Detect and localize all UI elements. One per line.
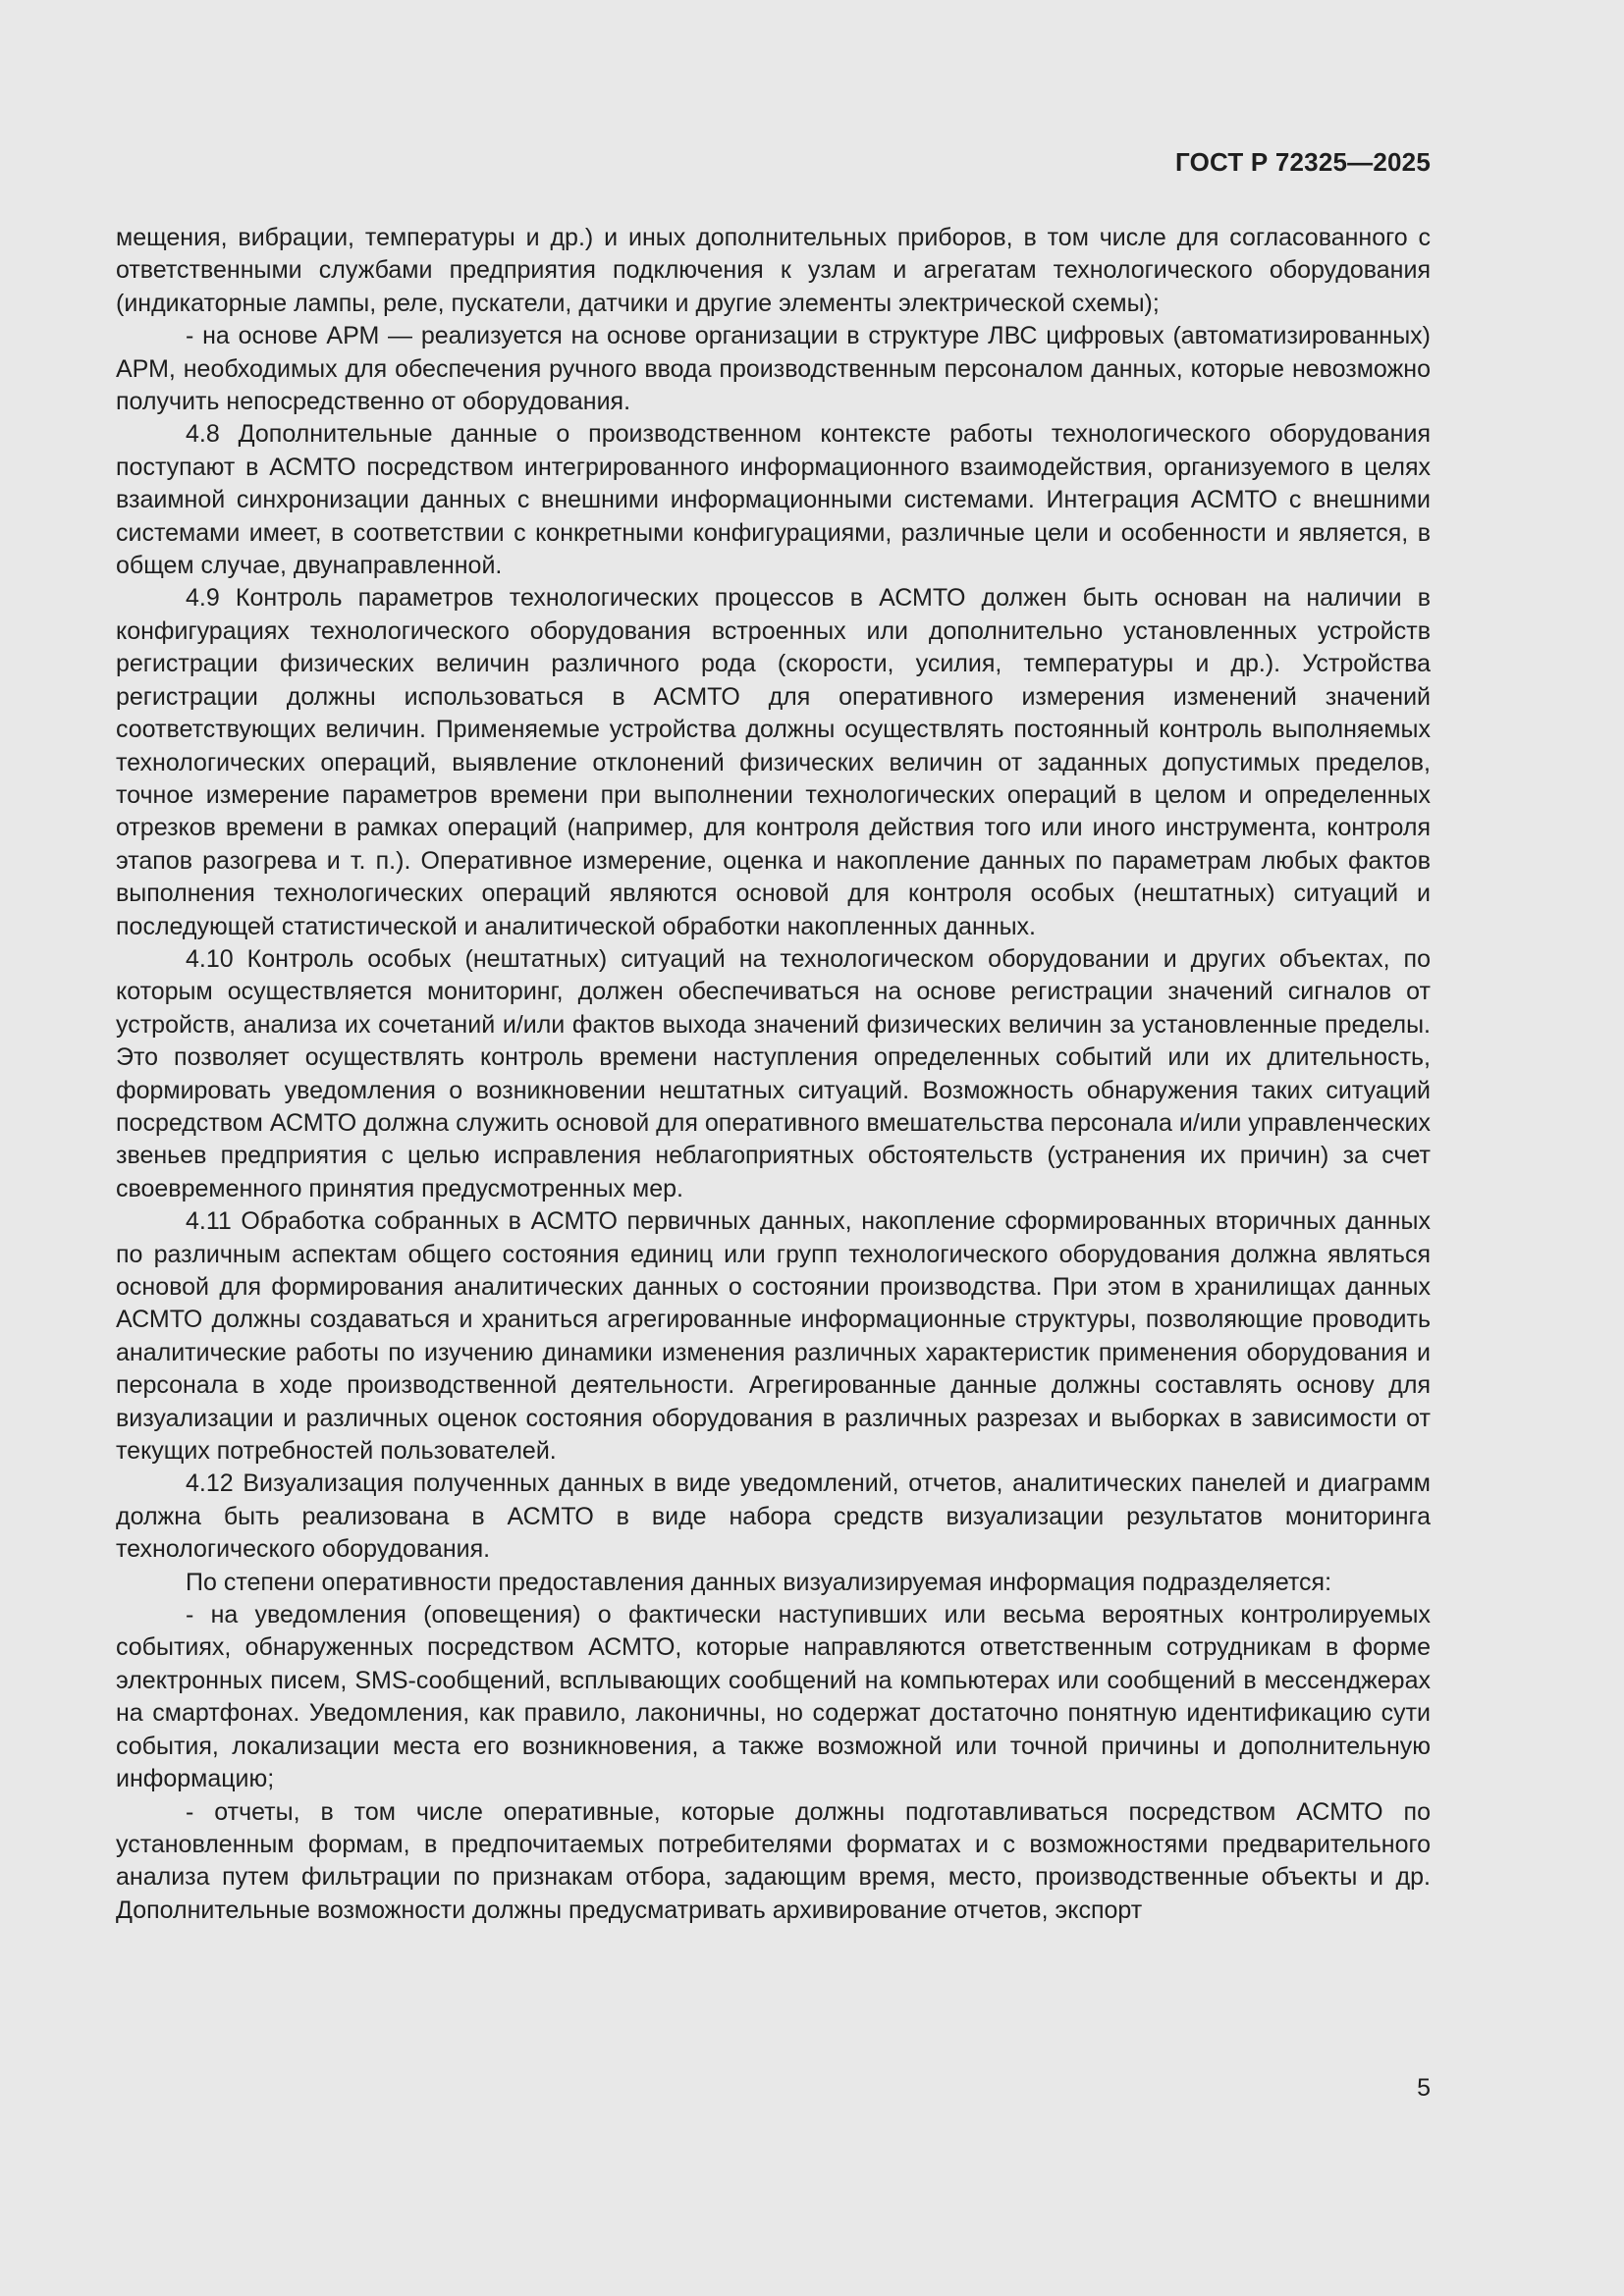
body-paragraph: 4.9 Контроль параметров технологических процессов в АСМТО должен быть основан на наличии в конфигурациях технологического оборудования встроенных или дополнительно установленных устройств регистрации физических величин различного рода (скорости, усилия, температуры и др.). Устройства регистрации должны использоваться в АСМТО для оперативного измерения изменений значений соответствующих величин. Применяемые устройства должны осуществлять постоянный контроль выполняемых технологических операций, выявление отклонений физических величин от заданных допустимых пределов, точное измерение параметров времени при выполнении технологических операций в целом и определенных отрезков времени в рамках операций (например, для контроля действия того или иного инструмента, контроля этапов разогрева и т. п.). Оперативное измерение, оценка и накопление данных по параметрам любых фактов выполнения технологических операций являются основой для контроля особых (нештатных) ситуаций и последующей статистической и аналитической обработки накопленных данных. [116, 584, 1431, 940]
page-number: 5 [1417, 2074, 1431, 2102]
body-paragraph: 4.12 Визуализация полученных данных в виде уведомлений, отчетов, аналитических панелей и диаграмм должна быть реализована в АСМТО в виде набора средств визуализации результатов мониторинга технологического оборудования. [116, 1469, 1431, 1564]
body-paragraph: 4.10 Контроль особых (нештатных) ситуаций на технологическом оборудовании и других объектах, по которым осуществляется мониторинг, должен обеспечиваться на основе регистрации значений сигналов от устройств, анализа их сочетаний и/или фактов выхода значений физических величин за установленные пределы. Это позволяет осуществлять контроль времени наступления определенных событий или их длительность, формировать уведомления о возникновении нештатных ситуаций. Возможность обнаружения таких ситуаций посредством АСМТО должна служить основой для оперативного вмешательства персонала и/или управленческих звеньев предприятия с целью исправления неблагоприятных обстоятельств (устранения их причин) за счет своевременного принятия предусмотренных мер. [116, 944, 1431, 1202]
body-paragraph: - на уведомления (оповещения) о фактически наступивших или весьма вероятных контролируемых событиях, обнаруженных посредством АСМТО, которые направляются ответственным сотрудникам в форме электронных писем, SMS-сообщений, всплывающих сообщений на компьютерах или сообщений в мессенджерах на смартфонах. Уведомления, как правило, лаконичны, но содержат достаточно понятную идентификацию сути события, локализации места его возникновения, а также возможной или точной причины и дополнительную информацию; [116, 1601, 1431, 1793]
body-paragraph: - отчеты, в том числе оперативные, которые должны подготавливаться посредством АСМТО по установленным формам, в предпочитаемых потребителями форматах и с возможностями предварительного анализа путем фильтрации по признакам отбора, задающим время, место, производственные объекты и др. Дополнительные возможности должны предусматривать архивирование отчетов, экспорт [116, 1797, 1431, 1924]
body-paragraph: мещения, вибрации, температуры и др.) и иных дополнительных приборов, в том числе для согласованного с ответственными службами предприятия подключения к узлам и агрегатам технологического оборудования (индикаторные лампы, реле, пускатели, датчики и другие элементы электрической схемы); [116, 224, 1431, 317]
document-body [116, 222, 1431, 1927]
body-paragraph: По степени оперативности предоставления данных визуализируемая информация подразделяется: [186, 1568, 1332, 1596]
body-paragraph: - на основе АРМ — реализуется на основе организации в структуре ЛВС цифровых (автоматизированных) АРМ, необходимых для обеспечения ручного ввода производственным персоналом данных, которые невозможно получить непосредственно от оборудования. [116, 322, 1431, 416]
body-paragraph: 4.8 Дополнительные данные о производственном контексте работы технологического оборудования поступают в АСМТО посредством интегрированного информационного взаимодействия, организуемого в целях взаимной синхронизации данных с внешними информационными системами. Интеграция АСМТО с внешними системами имеет, в соответствии с конкретными конфигурациями, различные цели и особенности и является, в общем случае, двунаправленной. [116, 420, 1431, 580]
body-paragraph: 4.11 Обработка собранных в АСМТО первичных данных, накопление сформированных вторичных данных по различным аспектам общего состояния единиц или групп технологического оборудования должна являться основой для формирования аналитических данных о состоянии производства. При этом в хранилищах данных АСМТО должны создаваться и храниться агрегированные информационные структуры, позволяющие проводить аналитические работы по изучению динамики изменения различных характеристик применения оборудования и персонала в ходе производственной деятельности. Агрегированные данные должны составлять основу для визуализации и различных оценок состояния оборудования в различных разрезах и выборках в зависимости от текущих потребностей пользователей. [116, 1207, 1431, 1466]
document-header: ГОСТ Р 72325—2025 [1175, 147, 1431, 177]
